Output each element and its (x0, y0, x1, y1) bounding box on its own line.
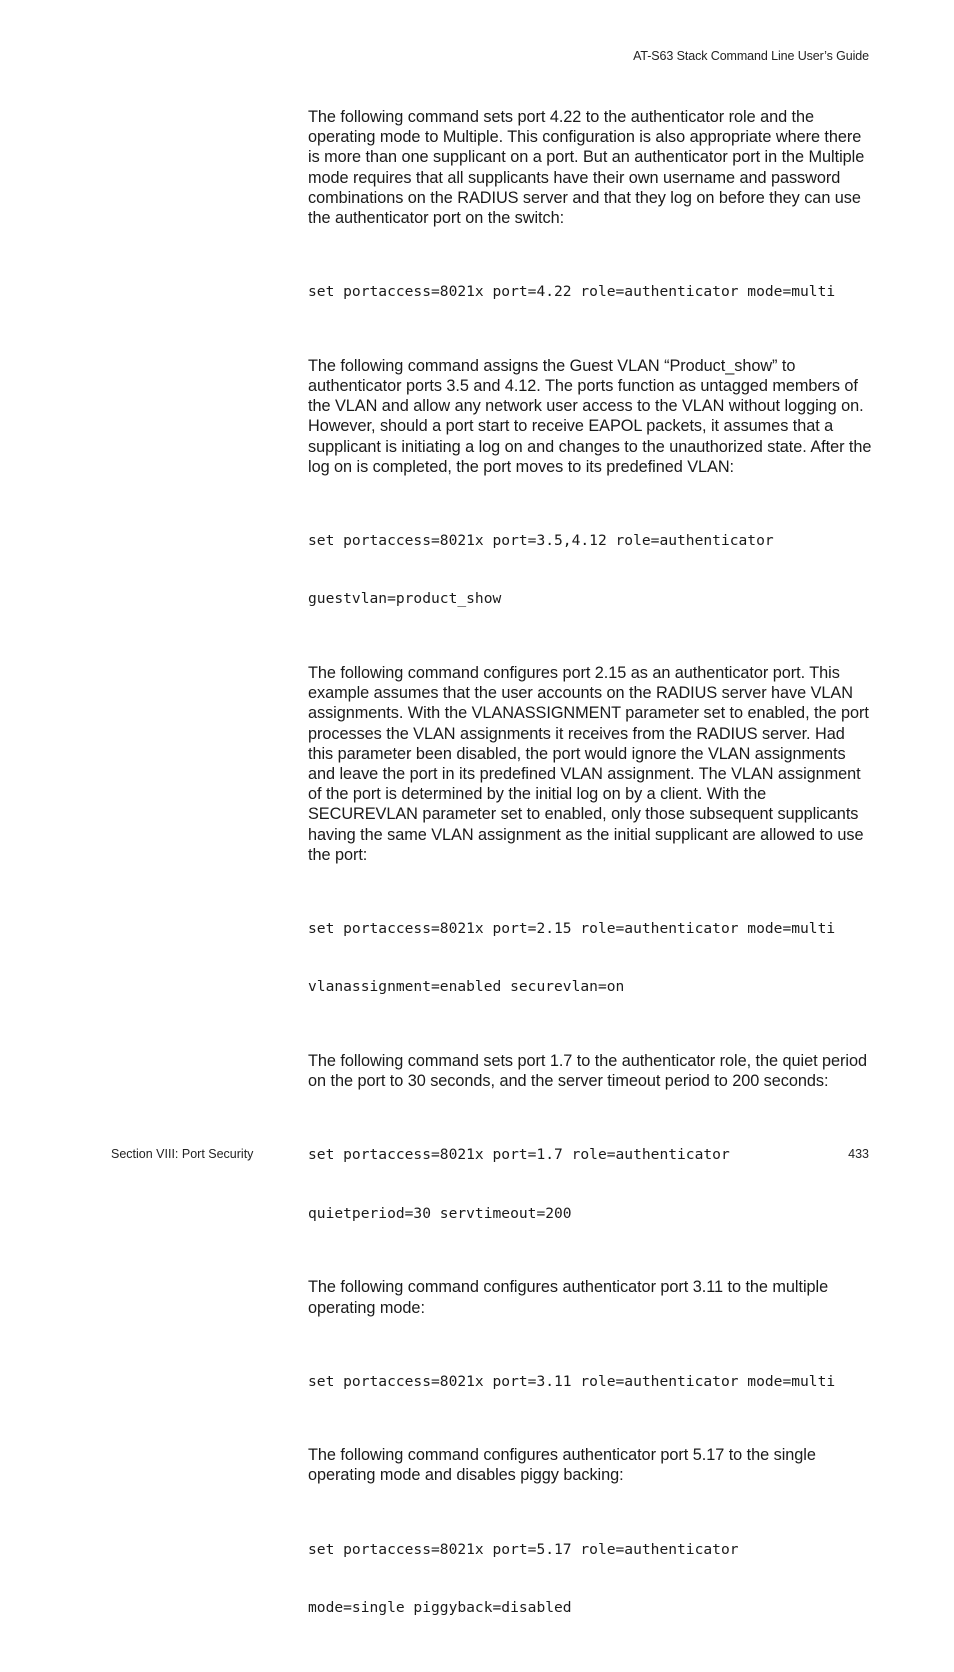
code-line: set portaccess=8021x port=3.11 role=authenticator mode=multi (308, 1372, 836, 1390)
paragraph-port-1-7: The following command sets port 1.7 to the authenticator role, the quiet period on the port to 30 seconds, and the server timeout period to 200 seconds: (308, 1051, 867, 1091)
paragraph-guest-vlan: The following command assigns the Guest VLAN “Product_show” to authenticator ports 3.5 and 4.12. The ports function as untagged members of the VLAN and allow any network user access to the VLAN without logging on. However, should a port start to receive EAPOL packets, it assumes that a supplicant is initiating a log on and changes to the unauthorized state. After the log on is completed, the port moves to its predefined VLAN: (308, 356, 872, 476)
code-line: set portaccess=8021x port=5.17 role=authenticator (308, 1540, 739, 1558)
code-line: set portaccess=8021x port=4.22 role=authenticator mode=multi (308, 283, 836, 301)
code-example-port-4-22 (308, 243, 873, 341)
code-example-port-1-7 (308, 1106, 873, 1262)
footer-section-title: Section VIII: Port Security (111, 1147, 254, 1161)
code-line: vlanassignment=enabled securevlan=on (308, 978, 625, 996)
paragraph-port-4-22: The following command sets port 4.22 to the authenticator role and the operating mode to Multiple. This configuration is also appropriate where there is more than one supplicant on a port. But an authenticator port in the Multiple mode requires that all supplicants have their own username and password combinations on the RADIUS server and that they log on before they can use the authenticator port on the switch: (308, 108, 865, 228)
code-example-port-3-11 (308, 1333, 873, 1431)
paragraph-port-2-15: The following command configures port 2.15 as an authenticator port. This example assumes that the user accounts on the RADIUS server have VLAN assignments. With the VLANASSIGNMENT parameter set to enabled, the port processes the VLAN assignments it receives from the RADIUS server. Had this parameter been disabled, the port would ignore the VLAN assignments and leave the port in its predefined VLAN assignment. The VLAN assignment of the port is determined by the initial log on by a client. With the SECUREVLAN parameter set to enabled, only those subsequent supplicants having the same VLAN assignment as the initial supplicant are allowed to use the port: (308, 663, 869, 864)
code-line: quietperiod=30 servtimeout=200 (308, 1204, 572, 1222)
code-example-port-5-17 (308, 1501, 873, 1657)
code-example-port-2-15 (308, 880, 873, 1036)
code-line: guestvlan=product_show (308, 590, 502, 608)
code-line: mode=single piggyback=disabled (308, 1599, 572, 1617)
code-line: set portaccess=8021x port=3.5,4.12 role=authenticator (308, 531, 774, 549)
footer-page-number: 433 (848, 1147, 869, 1161)
paragraph-port-5-17: The following command configures authenticator port 5.17 to the single operating mode and disables piggy backing: (308, 1446, 816, 1485)
running-header: AT-S63 Stack Command Line User’s Guide (633, 49, 869, 63)
code-example-guest-vlan (308, 492, 873, 648)
page-body (308, 107, 873, 1672)
code-line: set portaccess=8021x port=1.7 role=authenticator (308, 1146, 730, 1164)
code-line: set portaccess=8021x port=2.15 role=authenticator mode=multi (308, 919, 836, 937)
paragraph-port-3-11: The following command configures authenticator port 3.11 to the multiple operating mode: (308, 1278, 829, 1317)
